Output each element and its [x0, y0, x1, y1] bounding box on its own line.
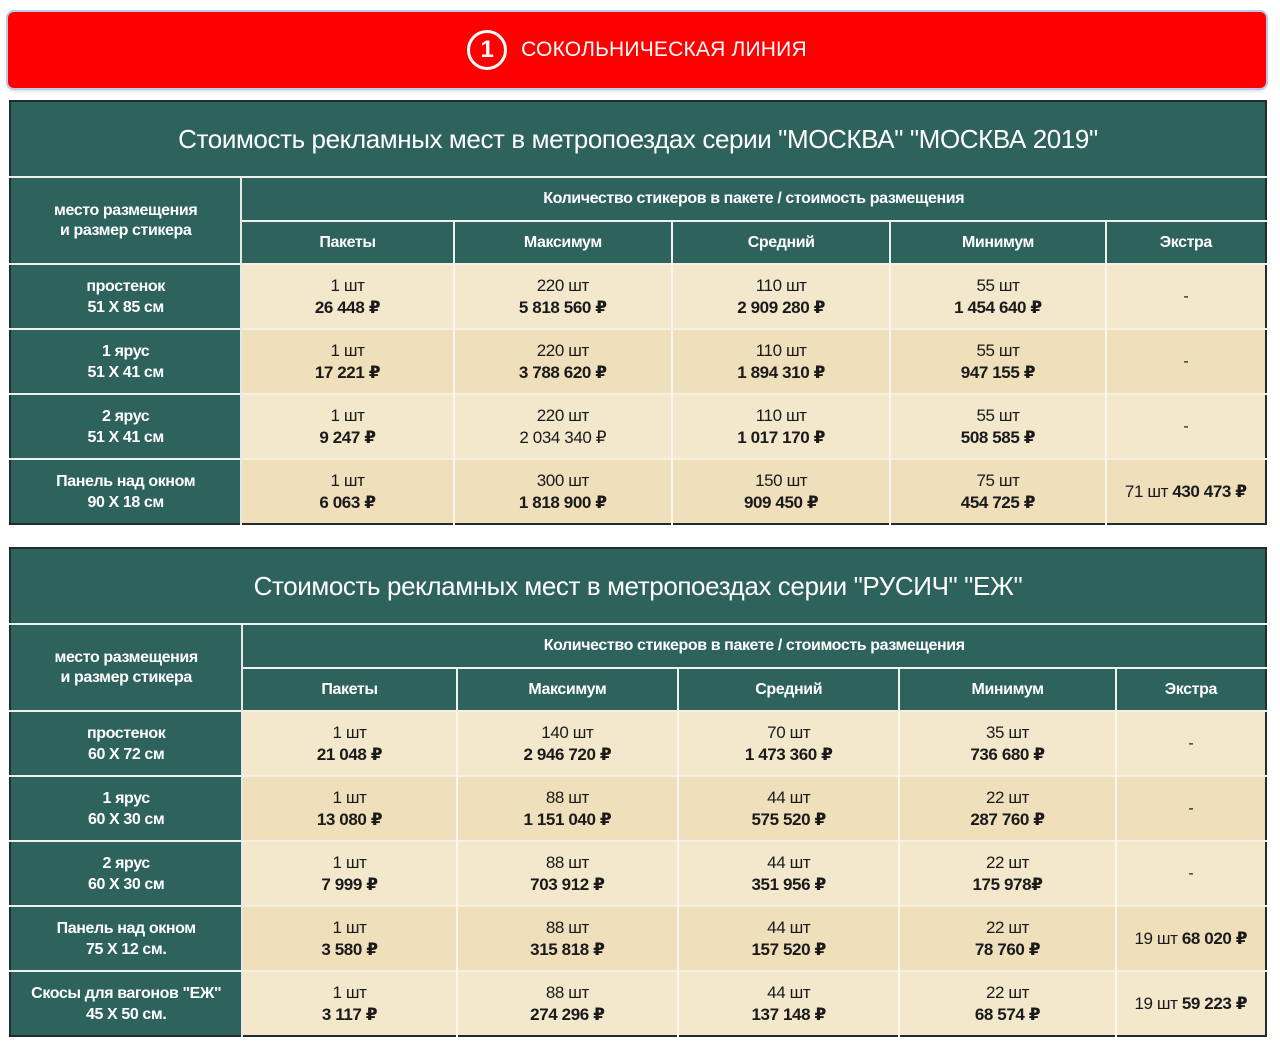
column-header-packages: Пакеты — [241, 221, 453, 264]
cell-packages: 1 шт 3 117 ₽ — [242, 971, 456, 1036]
column-header-average: Средний — [678, 668, 899, 711]
place-header — [10, 177, 241, 264]
cell-minimum: 55 шт 1 454 640 ₽ — [890, 264, 1105, 329]
cell-average: 44 шт 157 520 ₽ — [678, 906, 899, 971]
cell-average: 44 шт 351 956 ₽ — [678, 841, 899, 906]
cell-minimum: 22 шт 287 760 ₽ — [899, 776, 1115, 841]
cell-packages: 1 шт 21 048 ₽ — [242, 711, 456, 776]
table-row — [10, 329, 1266, 394]
group-header: Количество стикеров в пакете / стоимость размещения — [242, 624, 1266, 668]
cell-maximum: 220 шт 2 034 340 ₽ — [454, 394, 672, 459]
cell-packages: 1 шт 7 999 ₽ — [242, 841, 456, 906]
cell-extra: 19 шт 68 020 ₽ — [1116, 906, 1266, 971]
price-table-rusich — [9, 547, 1267, 1037]
cell-packages: 1 шт 9 247 ₽ — [241, 394, 453, 459]
table-row — [10, 776, 1266, 841]
cell-packages: 1 шт 6 063 ₽ — [241, 459, 453, 524]
cell-average: 110 шт 1 894 310 ₽ — [672, 329, 890, 394]
table-title: Стоимость рекламных мест в метропоездах серии "МОСКВА" "МОСКВА 2019" — [10, 101, 1266, 177]
line-name: СОКОЛЬНИЧЕСКАЯ ЛИНИЯ — [521, 38, 807, 61]
cell-average: 44 шт 575 520 ₽ — [678, 776, 899, 841]
table-row — [10, 394, 1266, 459]
row-place: 2 ярус 60 X 30 см — [10, 841, 242, 906]
row-place: 1 ярус 51 X 41 см — [10, 329, 241, 394]
cell-packages: 1 шт 26 448 ₽ — [241, 264, 453, 329]
cell-extra: - — [1106, 264, 1266, 329]
table-row — [10, 971, 1266, 1036]
cell-minimum: 55 шт 947 155 ₽ — [890, 329, 1105, 394]
cell-extra: 71 шт 430 473 ₽ — [1106, 459, 1266, 524]
cell-minimum: 22 шт 175 978₽ — [899, 841, 1115, 906]
place-header-line2: и размер стикера — [60, 668, 192, 686]
cell-extra: - — [1116, 776, 1266, 841]
column-header-minimum: Минимум — [899, 668, 1115, 711]
table-row — [10, 841, 1266, 906]
cell-maximum: 88 шт 315 818 ₽ — [457, 906, 678, 971]
cell-extra: - — [1116, 841, 1266, 906]
place-header-line2: и размер стикера — [59, 221, 192, 239]
table-row — [10, 264, 1266, 329]
column-header-average: Средний — [672, 221, 890, 264]
cell-maximum: 220 шт 3 788 620 ₽ — [454, 329, 672, 394]
cell-minimum: 22 шт 78 760 ₽ — [899, 906, 1115, 971]
cell-minimum: 55 шт 508 585 ₽ — [890, 394, 1105, 459]
column-header-minimum: Минимум — [890, 221, 1105, 264]
cell-average: 150 шт 909 450 ₽ — [672, 459, 890, 524]
cell-extra: 19 шт 59 223 ₽ — [1116, 971, 1266, 1036]
cell-maximum: 88 шт 274 296 ₽ — [457, 971, 678, 1036]
cell-maximum: 88 шт 703 912 ₽ — [457, 841, 678, 906]
cell-minimum: 35 шт 736 680 ₽ — [899, 711, 1115, 776]
cell-average: 110 шт 2 909 280 ₽ — [672, 264, 890, 329]
row-place: Скосы для вагонов "ЕЖ" 45 X 50 см. — [10, 971, 242, 1036]
row-place: простенок 60 X 72 см — [10, 711, 242, 776]
cell-maximum: 300 шт 1 818 900 ₽ — [454, 459, 672, 524]
column-header-packages: Пакеты — [242, 668, 456, 711]
cell-packages: 1 шт 13 080 ₽ — [242, 776, 456, 841]
place-header — [10, 624, 242, 711]
row-place: 1 ярус 60 X 30 см — [10, 776, 242, 841]
price-table-moskva — [9, 100, 1267, 525]
place-header-line1: место размещения — [54, 648, 198, 666]
cell-extra: - — [1116, 711, 1266, 776]
group-header: Количество стикеров в пакете / стоимость размещения — [241, 177, 1266, 221]
cell-packages: 1 шт 3 580 ₽ — [242, 906, 456, 971]
cell-maximum: 88 шт 1 151 040 ₽ — [457, 776, 678, 841]
column-header-extra: Экстра — [1106, 221, 1266, 264]
table-row — [10, 459, 1266, 524]
row-place: Панель над окном 75 X 12 см. — [10, 906, 242, 971]
cell-average: 110 шт 1 017 170 ₽ — [672, 394, 890, 459]
cell-minimum: 75 шт 454 725 ₽ — [890, 459, 1105, 524]
row-place: простенок 51 X 85 см — [10, 264, 241, 329]
cell-extra: - — [1106, 394, 1266, 459]
table-title: Стоимость рекламных мест в метропоездах серии "РУСИЧ" "ЕЖ" — [10, 548, 1266, 624]
cell-average: 70 шт 1 473 360 ₽ — [678, 711, 899, 776]
column-header-extra: Экстра — [1116, 668, 1266, 711]
table-row — [10, 906, 1266, 971]
row-place: Панель над окном 90 X 18 см — [10, 459, 241, 524]
row-place: 2 ярус 51 X 41 см — [10, 394, 241, 459]
column-header-maximum: Максимум — [454, 221, 672, 264]
cell-maximum: 220 шт 5 818 560 ₽ — [454, 264, 672, 329]
line-number-badge: 1 — [467, 30, 507, 70]
cell-minimum: 22 шт 68 574 ₽ — [899, 971, 1115, 1036]
table-row — [10, 711, 1266, 776]
cell-average: 44 шт 137 148 ₽ — [678, 971, 899, 1036]
cell-maximum: 140 шт 2 946 720 ₽ — [457, 711, 678, 776]
place-header-line1: место размещения — [54, 201, 198, 219]
cell-extra: - — [1106, 329, 1266, 394]
metro-line-header[interactable] — [8, 12, 1266, 88]
cell-packages: 1 шт 17 221 ₽ — [241, 329, 453, 394]
column-header-maximum: Максимум — [457, 668, 678, 711]
